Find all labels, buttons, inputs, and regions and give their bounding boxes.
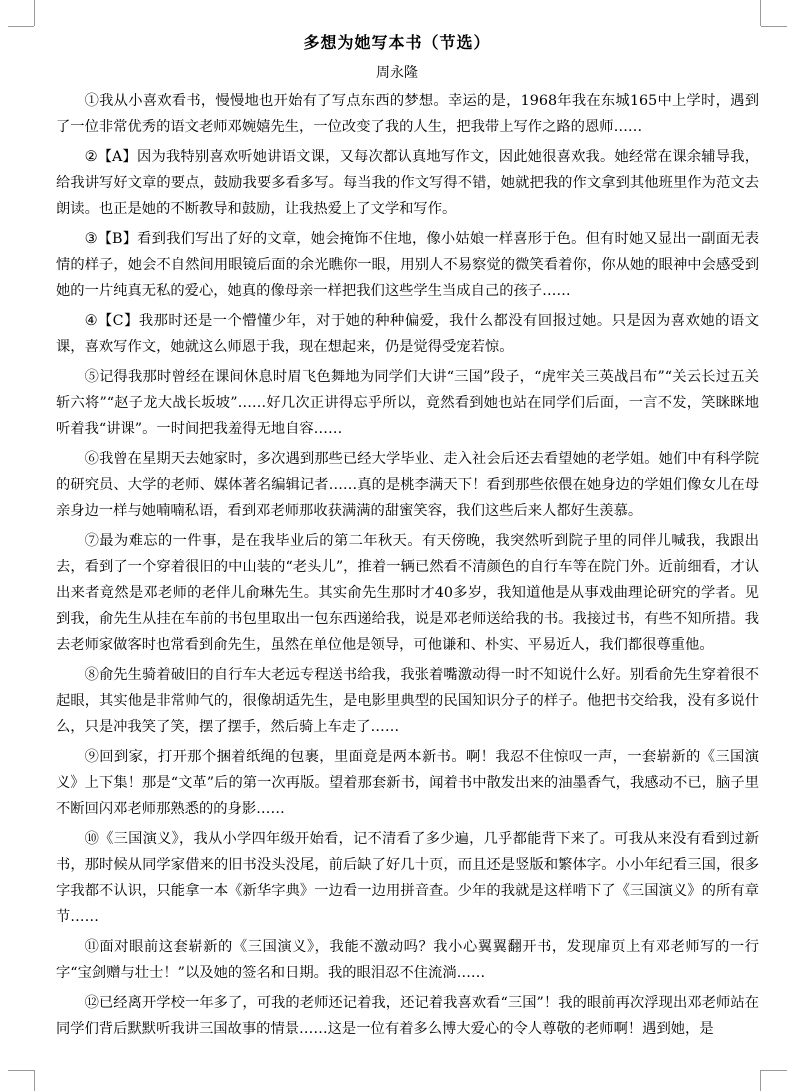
- paragraph-7: ⑦最为难忘的一件事，是在我毕业后的第二年秋天。有天傍晚，我突然听到院子里的同伴儿喊我，我跟出去，看到了一个穿着很旧的中山装的“老头儿”，推着一辆已然看不清颜色的自行车等在院门外。近前细看，才认出来者竟然是邓老师的老伴儿俞琳先生。其实俞先生那时才40多岁，我知道他是从事戏曲理论研究的学者。见到我，俞先生从挂在车前的书包里取出一包东西递给我，说是邓老师送给我的书。我接过书，有些不知所措。我去老师家做客时也常看到俞先生，虽然在单位他是领导，可他谦和、朴实、平易近人，我们都很尊重他。: [56, 533, 759, 653]
- crop-mark-top-left-v: [34, 0, 35, 26]
- paragraph-8: ⑧俞先生骑着破旧的自行车大老远专程送书给我，我张着嘴激动得一时不知说什么好。别看俞先生穿着很不起眼，其实他是非常帅气的，很像胡适先生，是电影里典型的民国知识分子的样子。他把书交给我，没有多说什么，只是冲我笑了笑，摆了摆手，然后骑上车走了……: [56, 667, 759, 735]
- paragraph-3: ③【B】看到我们写出了好的文章，她会掩饰不住地，像小姑娘一样喜形于色。但有时她又显出一副面无表情的样子，她会不自然间用眼镜后面的余光瞧你一眼，用别人不易察觉的微笑看着你，你从她的眼神中会感受到她的一片纯真无私的爱心，她真的像母亲一样把我们这些学生当成自己的孩子……: [56, 231, 759, 299]
- crop-mark-top-left-h: [8, 26, 34, 27]
- document-title: 多想为她写本书（节选）: [303, 33, 491, 52]
- crop-mark-bottom-right-v: [760, 1070, 761, 1091]
- paragraph-9: ⑨回到家，打开那个捆着纸绳的包裹，里面竟是两本新书。啊！我忍不住惊叹一声，一套崭新的《三国演义》上下集！那是“文革”后的第一次再版。望着那套新书，闻着书中散发出来的油墨香气，我感动不已，脑子里不断回闪邓老师那熟悉的的身影……: [56, 749, 759, 817]
- document-author: 周永隆: [376, 65, 418, 81]
- crop-mark-top-right-h: [761, 26, 787, 27]
- document-body: [56, 88, 759, 1042]
- paragraph-11: ⑪面对眼前这套崭新的《三国演义》，我能不激动吗？我小心翼翼翻开书，发现扉页上有邓老师写的一行字“宝剑赠与壮士！”以及她的签名和日期。我的眼泪忍不住流淌……: [56, 939, 759, 981]
- paragraph-4: ④【C】我那时还是一个懵懂少年，对于她的种种偏爱，我什么都没有回报过她。只是因为喜欢她的语文课，喜欢写作文，她就这么师恩于我，现在想起来，仍是觉得受宠若惊。: [56, 313, 759, 355]
- paragraph-1: ①我从小喜欢看书，慢慢地也开始有了写点东西的梦想。幸运的是，1968年我在东城165中上学时，遇到了一位非常优秀的语文老师邓婉嬉先生，一位改变了我的人生，把我带上写作之路的恩师……: [56, 93, 759, 135]
- paragraph-2: ②【A】因为我特别喜欢听她讲语文课，又每次都认真地写作文，因此她很喜欢我。她经常在课余辅导我，给我讲写好文章的要点，鼓励我要多看多写。每当我的作文写得不错，她就把我的作文拿到其他班里作为范文去朗读。也正是她的不断教导和鼓励，让我热爱上了文学和写作。: [56, 149, 759, 217]
- crop-mark-bottom-right-h: [761, 1070, 787, 1071]
- crop-mark-bottom-left-h: [8, 1070, 34, 1071]
- crop-mark-bottom-left-v: [34, 1070, 35, 1091]
- crop-mark-top-right-v: [760, 0, 761, 26]
- paragraph-5: ⑤记得我那时曾经在课间休息时眉飞色舞地为同学们大讲“三国”段子，“虎牢关三英战吕布”“关云长过五关斩六将”“赵子龙大战长坂坡”……好几次正讲得忘乎所以，竟然看到她也站在同学们后面，一言不发，笑眯眯地听着我“讲课”。一时间把我羞得无地自容……: [56, 369, 759, 437]
- paragraph-10: ⑩《三国演义》，我从小学四年级开始看，记不清看了多少遍，几乎都能背下来了。可我从来没有看到过新书，那时候从同学家借来的旧书没头没尾，前后缺了好几十页，而且还是竖版和繁体字。小小年纪看三国，很多字我都不认识，只能拿一本《新华字典》一边看一边用拼音查。少年的我就是这样啃下了《三国演义》的所有章节……: [56, 831, 759, 925]
- paragraph-12: ⑫已经离开学校一年多了，可我的老师还记着我，还记着我喜欢看“三国”！我的眼前再次浮现出邓老师站在同学们背后默默听我讲三国故事的情景……这是一位有着多么博大爱心的令人尊敬的老师啊！遇到她，是: [56, 995, 759, 1037]
- paragraph-6: ⑥我曾在星期天去她家时，多次遇到那些已经大学毕业、走入社会后还去看望她的老学姐。她们中有科学院的研究员、大学的老师、媒体著名编辑记者……真的是桃李满天下！看到那些依偎在她身边的学姐们像女儿在母亲身边一样与她喃喃私语，看到邓老师那收获满满的甜蜜笑容，我们这些后来人都好生羡慕。: [56, 451, 759, 519]
